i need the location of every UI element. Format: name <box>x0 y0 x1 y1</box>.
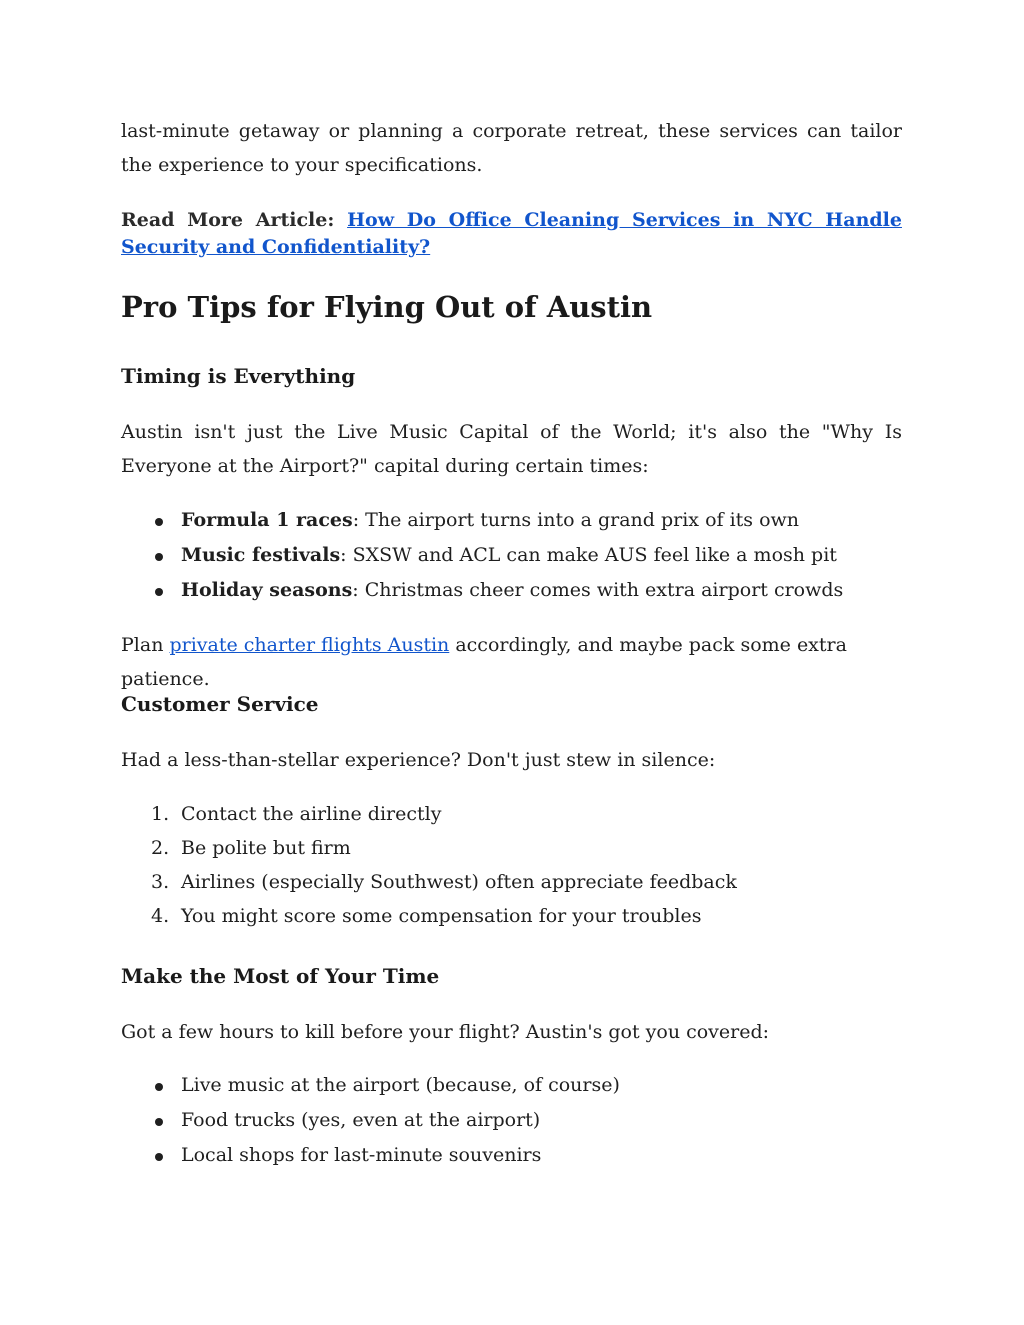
timing-bullet-list <box>121 503 902 608</box>
plan-paragraph <box>121 628 902 696</box>
list-item-text: : The airport turns into a grand prix of its own <box>352 509 800 531</box>
list-item <box>121 1138 902 1173</box>
list-item-text: : SXSW and ACL can make AUS feel like a mosh pit <box>340 544 837 566</box>
list-item <box>121 503 902 538</box>
list-item-text: Be polite but firm <box>181 837 351 859</box>
service-numbered-list <box>121 797 902 933</box>
intro-paragraph: last-minute getaway or planning a corporate retreat, these services can tailor the experience to your specifications. <box>121 120 902 176</box>
read-more-label: Read More Article: <box>121 209 335 231</box>
section-title-make-most-of-time: Make the Most of Your Time <box>121 964 440 988</box>
list-number: 1. <box>151 803 170 825</box>
time-intro-paragraph: Got a few hours to kill before your flight? Austin's got you covered: <box>121 1021 770 1043</box>
read-more-paragraph <box>121 207 902 261</box>
list-item-text: Food trucks (yes, even at the airport) <box>181 1109 541 1131</box>
bullet-icon <box>155 553 163 561</box>
list-item <box>121 1103 902 1138</box>
service-intro-paragraph: Had a less-than-stellar experience? Don't just stew in silence: <box>121 749 716 771</box>
bullet-icon <box>155 1083 163 1091</box>
read-more-link[interactable]: How Do Office Cleaning Services in NYC Handle Security and Confidentiality? <box>121 209 902 258</box>
list-item-text: Airlines (especially Southwest) often appreciate feedback <box>181 871 737 893</box>
list-item-term: Formula 1 races <box>181 509 353 531</box>
plan-suffix: accordingly, and maybe pack some extra patience. <box>121 634 847 690</box>
section-title-timing: Timing is Everything <box>121 364 356 388</box>
list-item <box>121 865 902 899</box>
list-item-text: Live music at the airport (because, of course) <box>181 1074 620 1096</box>
list-item-text: You might score some compensation for your troubles <box>181 905 702 927</box>
plan-prefix: Plan <box>121 634 170 656</box>
list-item-text: : Christmas cheer comes with extra airport crowds <box>352 579 844 601</box>
list-item <box>121 573 902 608</box>
page-title: Pro Tips for Flying Out of Austin <box>121 290 653 324</box>
list-item <box>121 831 902 865</box>
list-item <box>121 899 902 933</box>
list-item-text: Contact the airline directly <box>181 803 442 825</box>
section-title-customer-service: Customer Service <box>121 692 319 716</box>
list-item-term: Holiday seasons <box>181 579 353 601</box>
time-bullet-list <box>121 1068 902 1173</box>
list-number: 2. <box>151 837 170 859</box>
list-item-text: Local shops for last-minute souvenirs <box>181 1144 542 1166</box>
list-item-term: Music festivals <box>181 544 341 566</box>
list-item <box>121 797 902 831</box>
bullet-icon <box>155 518 163 526</box>
list-number: 4. <box>151 905 170 927</box>
charter-flights-link[interactable]: private charter flights Austin <box>169 634 450 656</box>
bullet-icon <box>155 1153 163 1161</box>
timing-intro-paragraph: Austin isn't just the Live Music Capital of the World; it's also the "Why Is Everyone at the Airport?" capital during certain times: <box>121 421 902 477</box>
list-item <box>121 1068 902 1103</box>
bullet-icon <box>155 1118 163 1126</box>
list-number: 3. <box>151 871 170 893</box>
bullet-icon <box>155 588 163 596</box>
list-item <box>121 538 902 573</box>
